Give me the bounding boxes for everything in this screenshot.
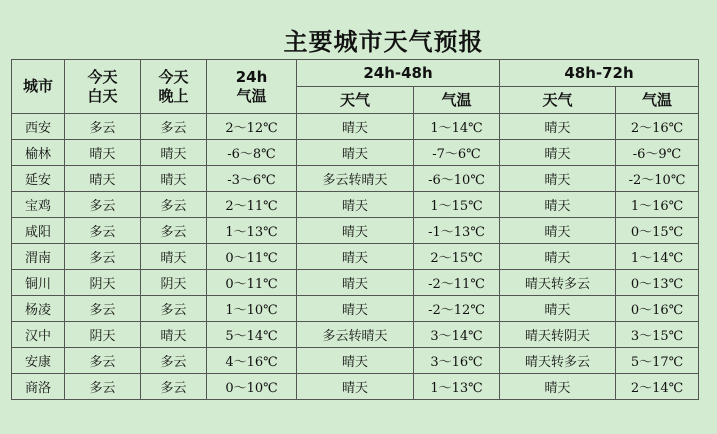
cell-24h-temp: 0～10℃ — [207, 374, 297, 400]
cell-night-weather: 晴天 — [141, 166, 207, 192]
cell-72h-temp: -6～9℃ — [616, 140, 699, 166]
cell-72h-weather: 晴天 — [500, 140, 616, 166]
cell-72h-weather: 晴天 — [500, 192, 616, 218]
cell-night-weather: 多云 — [141, 348, 207, 374]
cell-night-weather: 多云 — [141, 296, 207, 322]
cell-48h-weather: 多云转晴天 — [297, 166, 414, 192]
header-today-night-line2: 晚上 — [158, 86, 189, 105]
cell-city: 杨凌 — [12, 296, 65, 322]
cell-day-weather: 多云 — [65, 218, 141, 244]
cell-48h-temp: 3～16℃ — [414, 348, 500, 374]
cell-48h-weather: 多云转晴天 — [297, 322, 414, 348]
cell-72h-temp: 0～15℃ — [616, 218, 699, 244]
cell-48h-temp: 3～14℃ — [414, 322, 500, 348]
table-row — [12, 348, 699, 374]
cell-48h-temp: -2～11℃ — [414, 270, 500, 296]
cell-day-weather: 多云 — [65, 374, 141, 400]
cell-48h-temp: 1～13℃ — [414, 374, 500, 400]
table-row — [12, 218, 699, 244]
cell-72h-temp: 1～16℃ — [616, 192, 699, 218]
cell-24h-temp: -6～8℃ — [207, 140, 297, 166]
cell-48h-weather: 晴天 — [297, 296, 414, 322]
cell-24h-temp: 0～11℃ — [207, 270, 297, 296]
cell-72h-weather: 晴天转多云 — [500, 348, 616, 374]
cell-72h-weather: 晴天 — [500, 114, 616, 140]
cell-city: 铜川 — [12, 270, 65, 296]
cell-city: 渭南 — [12, 244, 65, 270]
cell-72h-weather: 晴天 — [500, 374, 616, 400]
cell-night-weather: 晴天 — [141, 140, 207, 166]
header-24h-line2: 气温 — [236, 86, 267, 105]
cell-48h-weather: 晴天 — [297, 270, 414, 296]
cell-city: 延安 — [12, 166, 65, 192]
header-city: 城市 — [12, 60, 65, 114]
cell-72h-temp: 0～13℃ — [616, 270, 699, 296]
table-row — [12, 244, 699, 270]
cell-72h-temp: 0～16℃ — [616, 296, 699, 322]
cell-24h-temp: 2～11℃ — [207, 192, 297, 218]
cell-48h-temp: -2～12℃ — [414, 296, 500, 322]
cell-day-weather: 晴天 — [65, 140, 141, 166]
cell-72h-weather: 晴天 — [500, 218, 616, 244]
cell-48h-weather: 晴天 — [297, 218, 414, 244]
header-48h-72h: 48h-72h — [500, 60, 699, 87]
cell-48h-weather: 晴天 — [297, 192, 414, 218]
header-24h-temp — [207, 60, 297, 114]
header-24h-line1: 24h — [235, 67, 268, 86]
table-row — [12, 322, 699, 348]
cell-48h-temp: -1～13℃ — [414, 218, 500, 244]
header-72-temp: 气温 — [616, 87, 699, 114]
cell-night-weather: 阴天 — [141, 270, 207, 296]
cell-night-weather: 晴天 — [141, 322, 207, 348]
cell-48h-temp: -6～10℃ — [414, 166, 500, 192]
cell-day-weather: 阴天 — [65, 322, 141, 348]
header-today-day — [65, 60, 141, 114]
table-row — [12, 114, 699, 140]
forecast-table — [11, 59, 699, 400]
cell-city: 宝鸡 — [12, 192, 65, 218]
cell-72h-weather: 晴天 — [500, 296, 616, 322]
cell-day-weather: 多云 — [65, 296, 141, 322]
cell-48h-temp: 1～14℃ — [414, 114, 500, 140]
cell-city: 商洛 — [12, 374, 65, 400]
header-today-night — [141, 60, 207, 114]
cell-24h-temp: 1～10℃ — [207, 296, 297, 322]
cell-48h-weather: 晴天 — [297, 348, 414, 374]
cell-48h-weather: 晴天 — [297, 114, 414, 140]
header-72-weather: 天气 — [500, 87, 616, 114]
cell-city: 榆林 — [12, 140, 65, 166]
header-today-night-line1: 今天 — [158, 67, 189, 86]
cell-city: 安康 — [12, 348, 65, 374]
cell-48h-weather: 晴天 — [297, 244, 414, 270]
cell-night-weather: 多云 — [141, 374, 207, 400]
cell-city: 咸阳 — [12, 218, 65, 244]
cell-48h-temp: 2～15℃ — [414, 244, 500, 270]
cell-day-weather: 晴天 — [65, 166, 141, 192]
cell-48h-temp: 1～15℃ — [414, 192, 500, 218]
cell-night-weather: 多云 — [141, 114, 207, 140]
cell-city: 汉中 — [12, 322, 65, 348]
cell-24h-temp: 0～11℃ — [207, 244, 297, 270]
header-today-day-line2: 白天 — [87, 86, 118, 105]
cell-72h-weather: 晴天 — [500, 166, 616, 192]
cell-72h-temp: 2～14℃ — [616, 374, 699, 400]
cell-48h-temp: -7～6℃ — [414, 140, 500, 166]
table-row — [12, 270, 699, 296]
cell-day-weather: 多云 — [65, 192, 141, 218]
cell-72h-weather: 晴天 — [500, 244, 616, 270]
cell-72h-weather: 晴天转阴天 — [500, 322, 616, 348]
header-today-day-line1: 今天 — [87, 67, 118, 86]
cell-24h-temp: 2～12℃ — [207, 114, 297, 140]
header-24h-48h: 24h-48h — [297, 60, 500, 87]
cell-day-weather: 阴天 — [65, 270, 141, 296]
cell-72h-temp: 2～16℃ — [616, 114, 699, 140]
cell-48h-weather: 晴天 — [297, 374, 414, 400]
cell-day-weather: 多云 — [65, 114, 141, 140]
cell-city: 西安 — [12, 114, 65, 140]
cell-24h-temp: 1～13℃ — [207, 218, 297, 244]
header-48-temp: 气温 — [414, 87, 500, 114]
cell-72h-temp: 3～15℃ — [616, 322, 699, 348]
cell-24h-temp: 5～14℃ — [207, 322, 297, 348]
header-48-weather: 天气 — [297, 87, 414, 114]
table-row — [12, 192, 699, 218]
table-row — [12, 166, 699, 192]
cell-24h-temp: 4～16℃ — [207, 348, 297, 374]
cell-night-weather: 多云 — [141, 218, 207, 244]
cell-24h-temp: -3～6℃ — [207, 166, 297, 192]
table-row — [12, 374, 699, 400]
cell-72h-temp: -2～10℃ — [616, 166, 699, 192]
cell-night-weather: 晴天 — [141, 244, 207, 270]
cell-72h-temp: 1～14℃ — [616, 244, 699, 270]
cell-day-weather: 多云 — [65, 244, 141, 270]
cell-night-weather: 多云 — [141, 192, 207, 218]
cell-day-weather: 多云 — [65, 348, 141, 374]
cell-72h-temp: 5～17℃ — [616, 348, 699, 374]
cell-72h-weather: 晴天转多云 — [500, 270, 616, 296]
table-row — [12, 296, 699, 322]
table-row — [12, 140, 699, 166]
page-title: 主要城市天气预报 — [283, 28, 484, 56]
cell-48h-weather: 晴天 — [297, 140, 414, 166]
